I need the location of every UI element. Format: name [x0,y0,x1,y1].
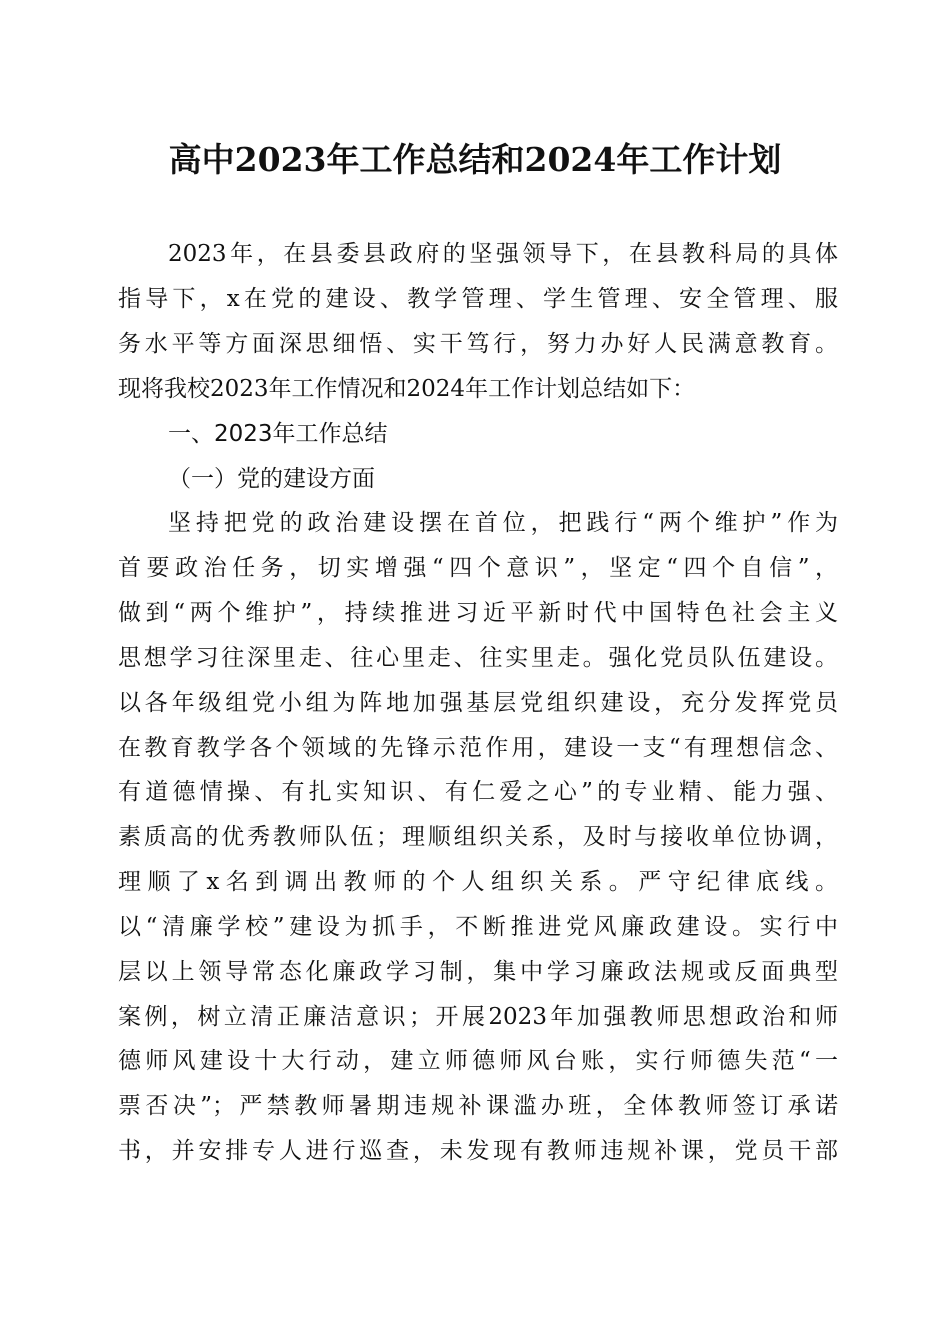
paragraph-line: 首要政治任务，切实增强“四个意识”，坚定“四个自信”， [118,555,838,581]
paragraph-line: 德师风建设十大行动，建立师德师风台账，实行师德失范“一 [118,1048,838,1074]
paragraph-line: 坚持把党的政治建设摆在首位，把践行“两个维护”作为 [168,510,838,536]
paragraph-line: 现将我校2023年工作情况和2024年工作计划总结如下： [118,376,696,402]
paragraph-line: 案例，树立清正廉洁意识；开展2023年加强教师思想政治和师 [118,1004,838,1030]
paragraph-line: 书，并安排专人进行巡查，未发现有教师违规补课，党员干部 [118,1138,838,1164]
paragraph-line: 以各年级组党小组为阵地加强基层党组织建设，充分发挥党员 [118,690,838,716]
paragraph-line: 以“清廉学校”建设为抓手，不断推进党风廉政建设。实行中 [118,914,838,940]
paragraph-line: 做到“两个维护”，持续推进习近平新时代中国特色社会主义 [118,600,838,626]
paragraph-line: 层以上领导常态化廉政学习制，集中学习廉政法规或反面典型 [118,959,838,985]
paragraph-line: 有道德情操、有扎实知识、有仁爱之心”的专业精、能力强、 [118,779,838,805]
paragraph-line: 在教育教学各个领域的先锋示范作用，建设一支“有理想信念、 [118,735,838,761]
paragraph-line: 票否决”；严禁教师暑期违规补课滥办班，全体教师签订承诺 [118,1093,838,1119]
section-heading: 一、2023年工作总结 [168,421,388,447]
paragraph-line: 思想学习往深里走、往心里走、往实里走。强化党员队伍建设。 [118,645,838,671]
paragraph-line: 素质高的优秀教师队伍；理顺组织关系，及时与接收单位协调， [118,824,838,850]
paragraph-line: 指导下，x在党的建设、教学管理、学生管理、安全管理、服 [118,286,838,312]
paragraph-line: 理顺了x名到调出教师的个人组织关系。严守纪律底线。 [118,869,838,895]
paragraph-line: 务水平等方面深思细悟、实干笃行，努力办好人民满意教育。 [118,331,838,357]
paragraph-line: 2023年，在县委县政府的坚强领导下，在县教科局的具体 [168,241,838,267]
document-title: 高中2023年工作总结和2024年工作计划 [168,140,782,179]
subsection-heading: （一）党的建设方面 [168,466,375,492]
